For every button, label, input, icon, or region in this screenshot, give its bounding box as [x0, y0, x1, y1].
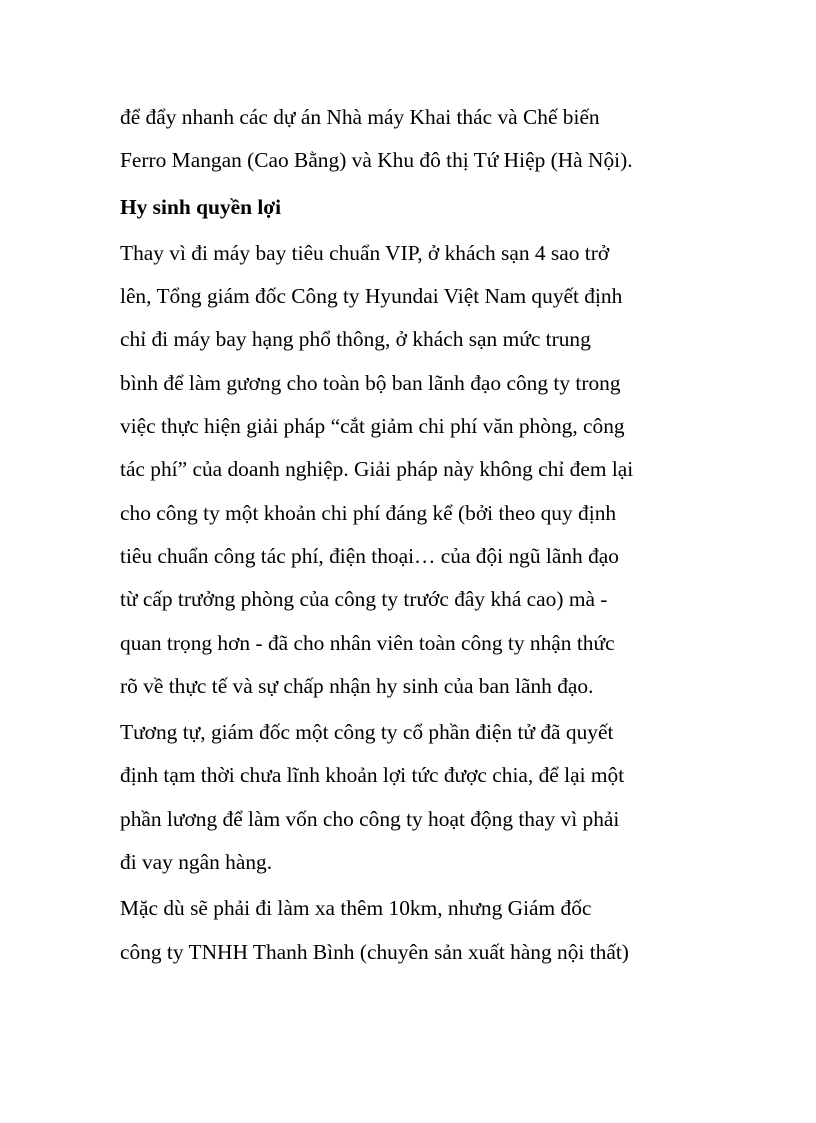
section-heading: Hy sinh quyền lợi	[120, 194, 282, 219]
text-line: phần lương để làm vốn cho công ty hoạt động thay vì phải	[120, 806, 620, 831]
text-line: cho công ty một khoản chi phí đáng kể (bởi theo quy định	[120, 500, 617, 525]
paragraph-1	[120, 232, 720, 708]
text-line: tiêu chuẩn công tác phí, điện thoại… của đội ngũ lãnh đạo	[120, 543, 619, 568]
text-line: việc thực hiện giải pháp “cắt giảm chi phí văn phòng, công	[120, 414, 625, 439]
paragraph-3	[120, 887, 720, 974]
text-line: lên, Tổng giám đốc Công ty Hyundai Việt Nam quyết định	[120, 284, 623, 309]
text-line: công ty TNHH Thanh Bình (chuyên sản xuất hàng nội thất)	[120, 939, 629, 964]
text-line: chỉ đi máy bay hạng phổ thông, ở khách sạn mức trung	[120, 327, 591, 352]
text-line: đi vay ngân hàng.	[120, 850, 273, 875]
intro-paragraph	[120, 96, 720, 183]
text-line: Ferro Mangan (Cao Bằng) và Khu đô thị Tứ Hiệp (Hà Nội).	[120, 148, 633, 173]
text-line: Tương tự, giám đốc một công ty cổ phần điện tử đã quyết	[120, 720, 614, 745]
section-heading-block	[120, 186, 720, 229]
text-line: để đẩy nhanh các dự án Nhà máy Khai thác và Chế biến	[120, 105, 600, 129]
text-line: Mặc dù sẽ phải đi làm xa thêm 10km, nhưng Giám đốc	[120, 896, 592, 921]
document-page	[120, 96, 720, 974]
text-line: Thay vì đi máy bay tiêu chuẩn VIP, ở khách sạn 4 sao trở	[120, 240, 610, 265]
text-line: từ cấp trưởng phòng của công ty trước đây khá cao) mà -	[120, 587, 608, 612]
text-line: định tạm thời chưa lĩnh khoản lợi tức được chia, để lại một	[120, 763, 625, 788]
text-line: tác phí” của doanh nghiệp. Giải pháp này không chỉ đem lại	[120, 457, 634, 482]
text-line: rõ về thực tế và sự chấp nhận hy sinh của ban lãnh đạo.	[120, 673, 594, 698]
text-line: quan trọng hơn - đã cho nhân viên toàn công ty nhận thức	[120, 630, 615, 655]
paragraph-2	[120, 711, 720, 884]
text-line: bình để làm gương cho toàn bộ ban lãnh đạo công ty trong	[120, 370, 621, 395]
